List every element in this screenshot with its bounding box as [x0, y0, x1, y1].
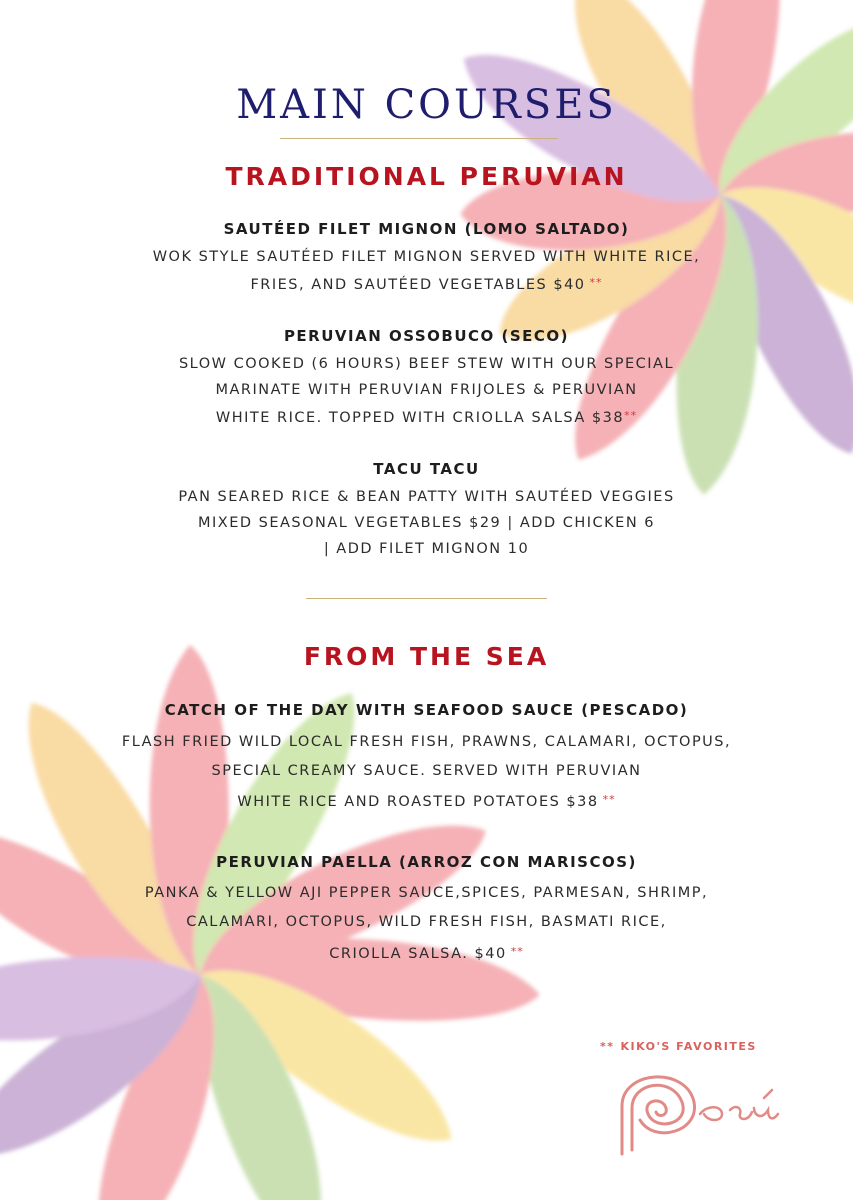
favorites-legend-text: KIKO'S FAVORITES [620, 1040, 757, 1053]
section-divider [306, 598, 547, 599]
dish-name: SAUTÉED FILET MIGNON (LOMO SALTADO) [223, 220, 630, 238]
favorite-marker: ** [589, 276, 603, 289]
favorites-legend [600, 1040, 820, 1053]
favorites-legend-stars: ** [600, 1040, 615, 1053]
dish-name: PERUVIAN OSSOBUCO (SECO) [283, 327, 570, 345]
dish-description-line: SLOW COOKED (6 HOURS) BEEF STEW WITH OUR SPECIAL [178, 356, 675, 372]
dish-description-line: SPECIAL CREAMY SAUCE. SERVED WITH PERUVIAN [211, 763, 642, 779]
dish-description-line: | ADD FILET MIGNON 10 [323, 541, 530, 557]
favorite-marker: ** [602, 793, 616, 806]
dish-description-line: CALAMARI, OCTOPUS, WILD FRESH FISH, BASMATI RICE, [186, 914, 667, 930]
dish-description-line [0, 270, 853, 298]
dish-description-text: CRIOLLA SALSA. $40 [329, 946, 507, 962]
dish-description-line: MIXED SEASONAL VEGETABLES $29 | ADD CHICKEN 6 [197, 515, 656, 531]
title-divider [280, 138, 558, 139]
dish-description-line: WOK STYLE SAUTÉED FILET MIGNON SERVED WITH WHITE RICE, [152, 249, 701, 265]
peru-logo [612, 1068, 792, 1158]
dish-description-line: FLASH FRIED WILD LOCAL FRESH FISH, PRAWNS, CALAMARI, OCTOPUS, [121, 734, 732, 750]
dish-description-line: PANKA & YELLOW AJI PEPPER SAUCE,SPICES, PARMESAN, SHRIMP, [144, 885, 709, 901]
dish-name: PERUVIAN PAELLA (ARROZ CON MARISCOS) [216, 853, 637, 871]
dish-description-line [0, 939, 853, 967]
favorite-marker: ** [510, 945, 524, 958]
section-title-from-the-sea: FROM THE SEA [303, 642, 550, 671]
favorite-marker: ** [624, 409, 638, 422]
dish-name: CATCH OF THE DAY WITH SEAFOOD SAUCE (PESCADO) [164, 701, 689, 719]
dish-description-text: FRIES, AND SAUTÉED VEGETABLES $40 [250, 277, 586, 293]
dish-description-text: WHITE RICE. TOPPED WITH CRIOLLA SALSA $38 [215, 410, 625, 426]
dish-description-text: WHITE RICE AND ROASTED POTATOES $38 [237, 794, 599, 810]
page-title: MAIN COURSES [236, 82, 617, 128]
dish-description-line [0, 403, 853, 431]
dish-name: TACU TACU [373, 460, 480, 478]
dish-description-line [0, 787, 853, 815]
dish-description-line: PAN SEARED RICE & BEAN PATTY WITH SAUTÉED VEGGIES [178, 489, 675, 505]
dish-description-line: MARINATE WITH PERUVIAN FRIJOLES & PERUVIAN [215, 382, 638, 398]
section-title-traditional-peruvian: TRADITIONAL PERUVIAN [225, 162, 628, 191]
